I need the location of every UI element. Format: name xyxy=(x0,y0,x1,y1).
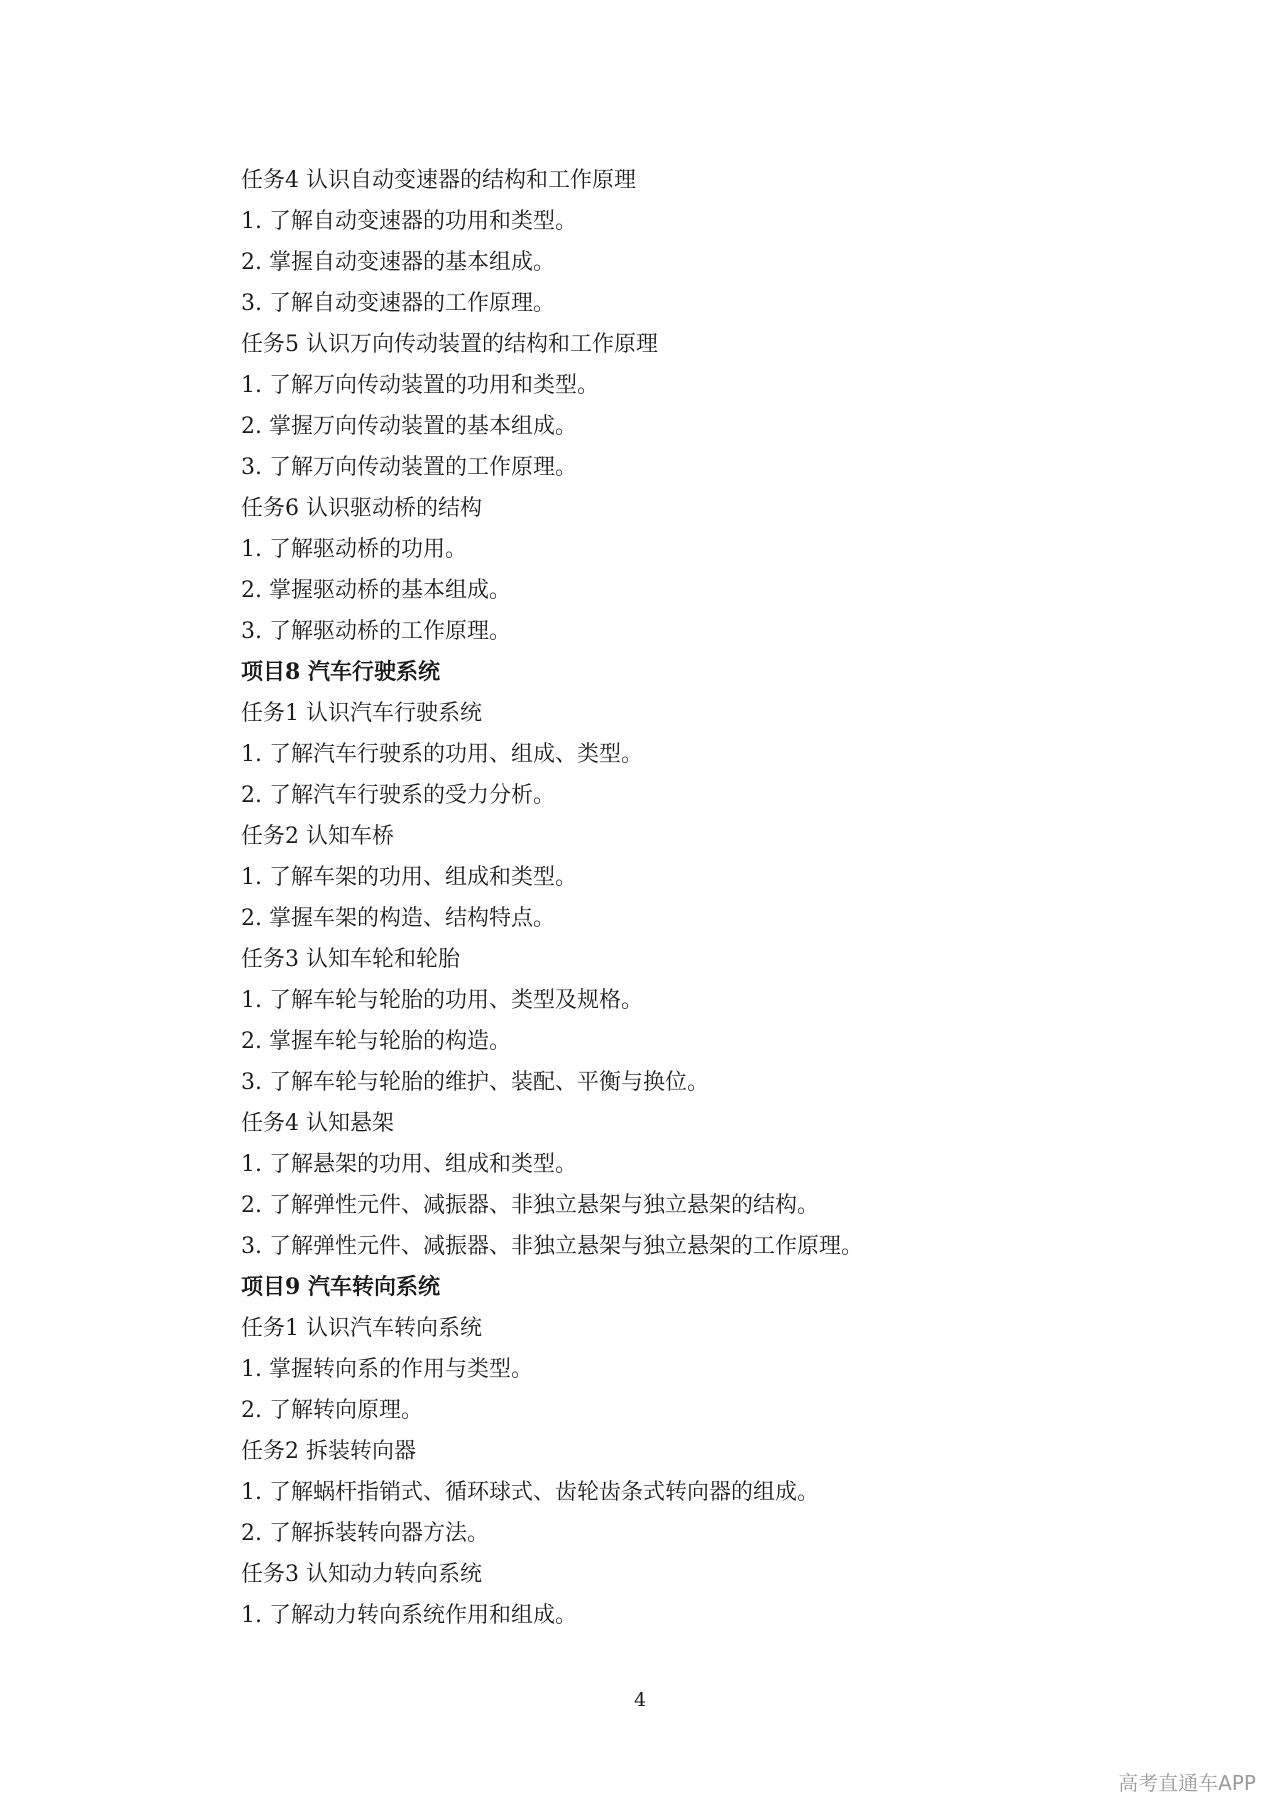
list-item: 1. 掌握转向系的作用与类型。 xyxy=(241,1357,533,1382)
list-item: 2. 了解拆装转向器方法。 xyxy=(241,1521,489,1546)
list-item: 1. 了解悬架的功用、组成和类型。 xyxy=(241,1152,577,1177)
list-item: 3. 了解车轮与轮胎的维护、装配、平衡与换位。 xyxy=(241,1070,709,1095)
list-item: 1. 了解汽车行驶系的功用、组成、类型。 xyxy=(241,742,643,767)
list-item: 1. 了解车架的功用、组成和类型。 xyxy=(241,865,577,890)
project-heading: 项目9 汽车转向系统 xyxy=(241,1274,440,1300)
list-item: 3. 了解弹性元件、减振器、非独立悬架与独立悬架的工作原理。 xyxy=(241,1234,863,1259)
list-item: 2. 掌握驱动桥的基本组成。 xyxy=(241,578,511,603)
task-heading: 任务4 认识自动变速器的结构和工作原理 xyxy=(241,168,636,193)
list-item: 2. 掌握万向传动装置的基本组成。 xyxy=(241,414,577,439)
task-heading: 任务5 认识万向传动装置的结构和工作原理 xyxy=(241,332,658,357)
task-heading: 任务1 认识汽车转向系统 xyxy=(241,1316,482,1341)
task-heading: 任务3 认知车轮和轮胎 xyxy=(241,947,460,972)
list-item: 2. 了解转向原理。 xyxy=(241,1398,423,1423)
task-heading: 任务2 认知车桥 xyxy=(241,824,394,849)
list-item: 3. 了解万向传动装置的工作原理。 xyxy=(241,455,577,480)
task-heading: 任务6 认识驱动桥的结构 xyxy=(241,496,482,521)
list-item: 2. 了解汽车行驶系的受力分析。 xyxy=(241,783,555,808)
list-item: 1. 了解自动变速器的功用和类型。 xyxy=(241,209,577,234)
watermark: 高考直通车APP xyxy=(1118,1771,1256,1795)
list-item: 1. 了解动力转向系统作用和组成。 xyxy=(241,1603,577,1628)
task-heading: 任务3 认知动力转向系统 xyxy=(241,1562,482,1587)
list-item: 1. 了解驱动桥的功用。 xyxy=(241,537,467,562)
list-item: 1. 了解万向传动装置的功用和类型。 xyxy=(241,373,599,398)
list-item: 3. 了解自动变速器的工作原理。 xyxy=(241,291,555,316)
list-item: 2. 掌握车轮与轮胎的构造。 xyxy=(241,1029,511,1054)
list-item: 2. 掌握车架的构造、结构特点。 xyxy=(241,906,555,931)
task-heading: 任务1 认识汽车行驶系统 xyxy=(241,701,482,726)
task-heading: 任务4 认知悬架 xyxy=(241,1111,394,1136)
list-item: 2. 了解弹性元件、减振器、非独立悬架与独立悬架的结构。 xyxy=(241,1193,819,1218)
list-item: 1. 了解车轮与轮胎的功用、类型及规格。 xyxy=(241,988,643,1013)
list-item: 1. 了解蜗杆指销式、循环球式、齿轮齿条式转向器的组成。 xyxy=(241,1480,819,1505)
list-item: 2. 掌握自动变速器的基本组成。 xyxy=(241,250,555,275)
page-number: 4 xyxy=(633,1689,647,1711)
list-item: 3. 了解驱动桥的工作原理。 xyxy=(241,619,511,644)
document-body xyxy=(241,160,1141,1636)
project-heading: 项目8 汽车行驶系统 xyxy=(241,659,440,685)
task-heading: 任务2 拆装转向器 xyxy=(241,1439,416,1464)
